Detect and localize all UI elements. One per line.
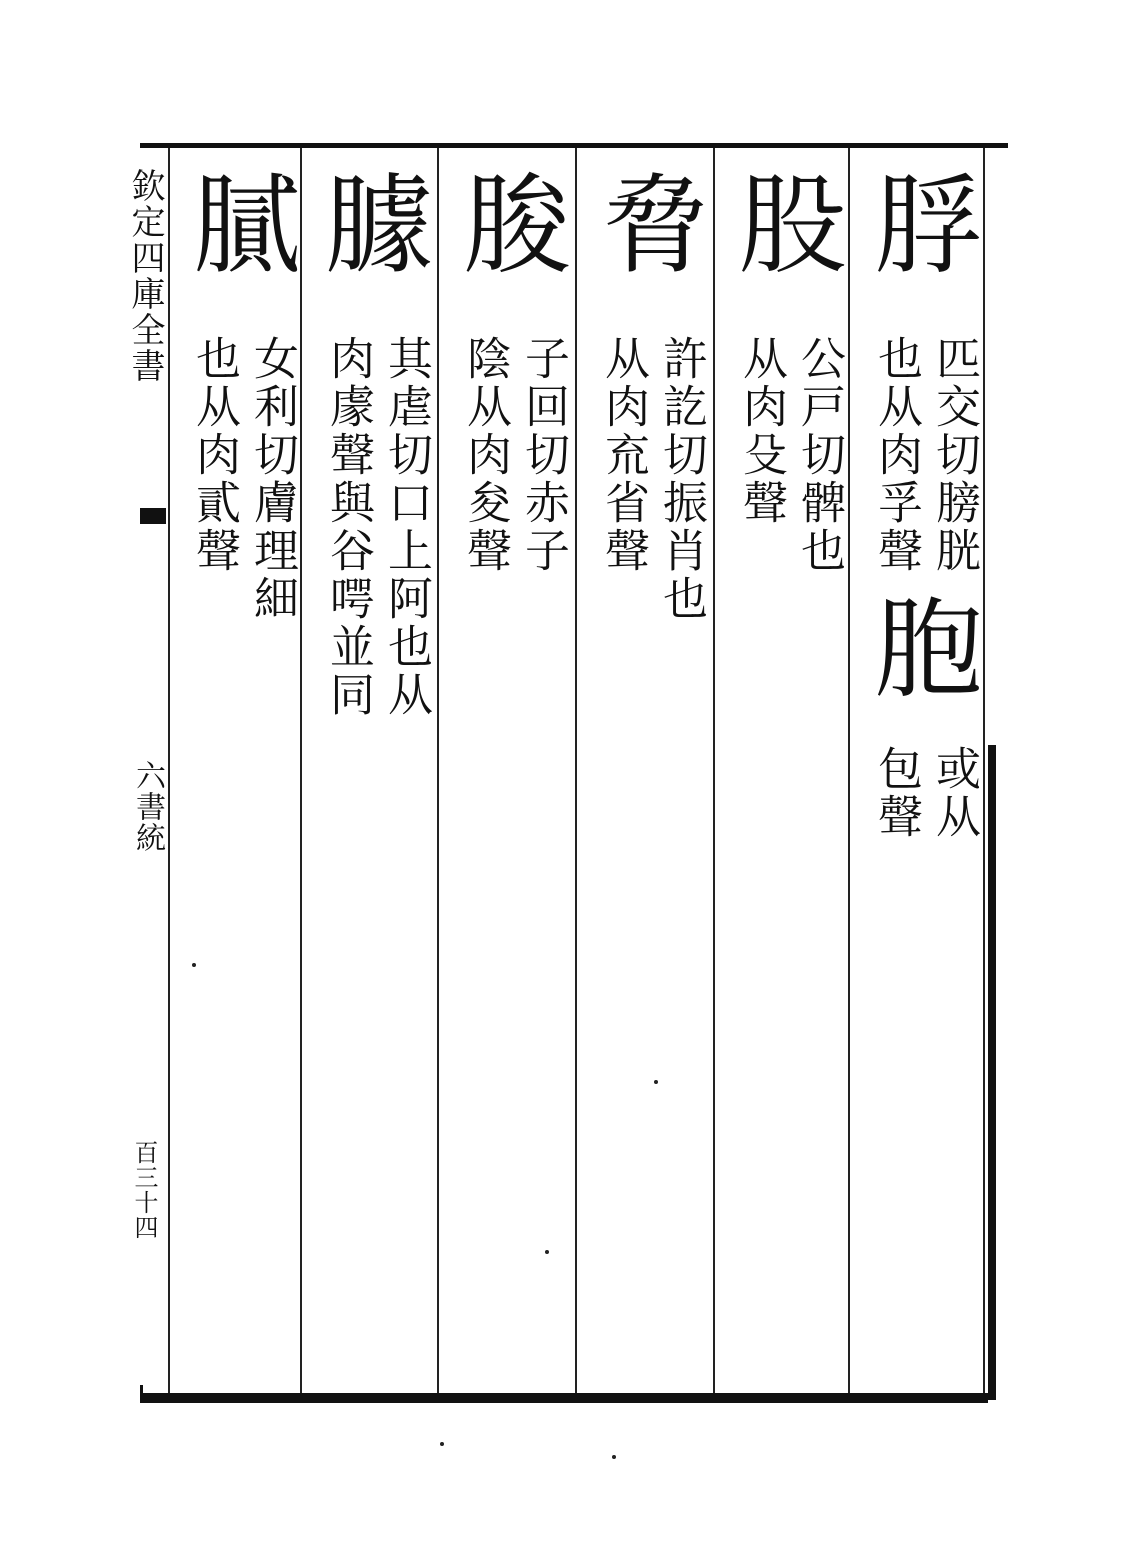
seal-character: 臄 bbox=[306, 168, 431, 278]
column-divider bbox=[983, 148, 985, 1393]
gloss-line: 匹交切膀胱 bbox=[928, 335, 981, 575]
gloss-line: 公戸切髀也 bbox=[793, 335, 846, 575]
seal-character: 膩 bbox=[174, 168, 299, 278]
gloss-line: 女利切膚理細 bbox=[246, 335, 299, 623]
seal-character: 脬 bbox=[856, 168, 981, 278]
gloss-line: 从肉㐬省聲 bbox=[597, 335, 650, 575]
column-divider bbox=[168, 148, 170, 1393]
scan-speck bbox=[440, 1442, 444, 1446]
right-border bbox=[988, 745, 996, 1400]
column-divider bbox=[575, 148, 577, 1393]
column-divider bbox=[437, 148, 439, 1393]
seal-character: 朘 bbox=[444, 168, 569, 278]
column-divider bbox=[848, 148, 850, 1393]
variant-seal-character: 胞 bbox=[856, 592, 981, 702]
gloss-line: 也从肉孚聲 bbox=[870, 335, 923, 575]
gloss-line: 陰从肉夋聲 bbox=[459, 335, 512, 575]
column-divider bbox=[713, 148, 715, 1393]
gloss-line: 子回切赤子 bbox=[517, 335, 570, 575]
scan-speck bbox=[654, 1080, 658, 1084]
gloss-line: 許訖切振肖也 bbox=[655, 335, 708, 623]
gloss-line: 肉豦聲與谷㗁並同 bbox=[322, 335, 375, 719]
variant-gloss-line: 或从 bbox=[928, 745, 981, 841]
scan-speck bbox=[612, 1455, 616, 1459]
scan-speck bbox=[545, 1250, 549, 1254]
left-border bbox=[140, 1385, 143, 1403]
seal-character: 脅 bbox=[582, 168, 707, 278]
gloss-line: 也从肉貳聲 bbox=[188, 335, 241, 575]
scan-speck bbox=[192, 963, 196, 967]
gloss-line: 从肉殳聲 bbox=[735, 335, 788, 527]
fish-tail-mark bbox=[140, 508, 166, 524]
margin-title: 欽定四庫全書 bbox=[125, 168, 165, 384]
bottom-border bbox=[140, 1393, 988, 1403]
gloss-line: 其虐切口上阿也从 bbox=[380, 335, 433, 719]
variant-gloss-line: 包聲 bbox=[870, 745, 923, 841]
top-border bbox=[140, 143, 1008, 148]
seal-character: 股 bbox=[720, 168, 845, 278]
margin-book-title: 六書統 bbox=[130, 760, 165, 853]
margin-page-number: 百三十四 bbox=[130, 1140, 158, 1240]
